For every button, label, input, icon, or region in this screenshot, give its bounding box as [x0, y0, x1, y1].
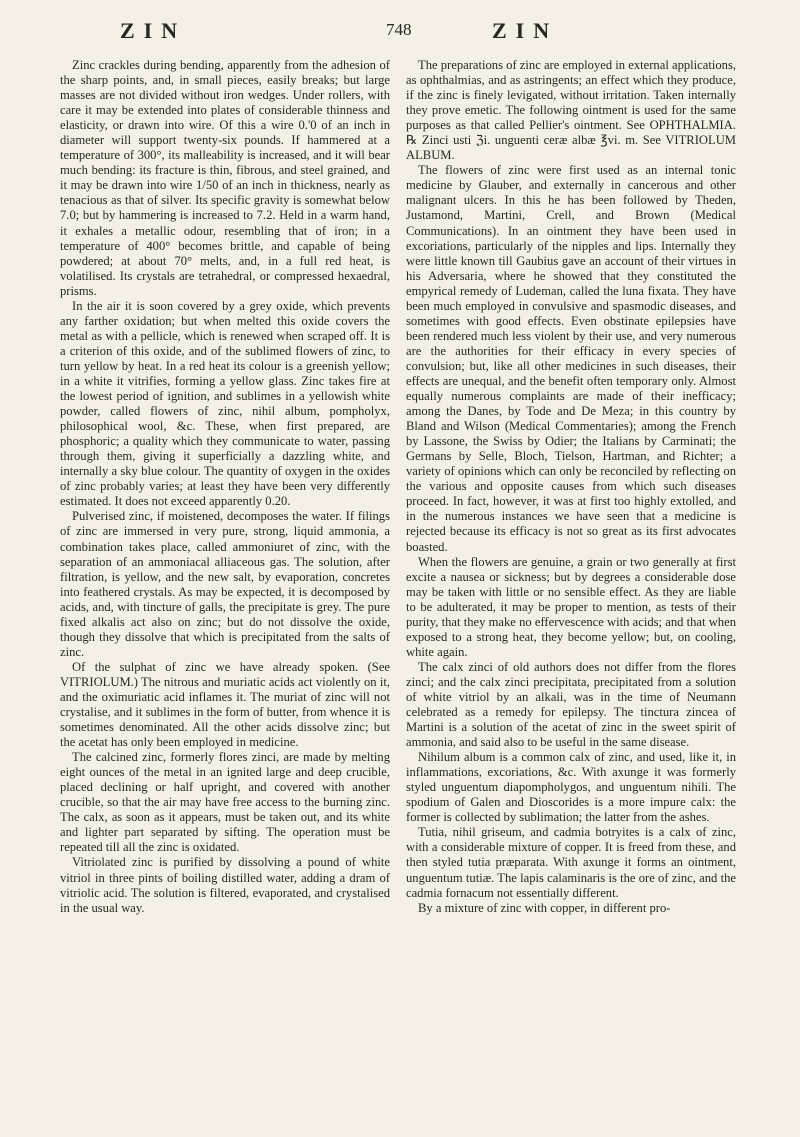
paragraph: Pulverised zinc, if moistened, decomposes the water. If filings of zinc are immersed in very pure, strong, liquid ammonia, a combination takes place, called ammoniuret of zinc, with the separation of an ammoniacal alliaceous gas. The solution, after filtration, is yellow, and the new salt, by evaporation, concretes into feathered crystals. As may be expected, it is decomposed by acids, and, with tincture of galls, the precipitate is grey. The pure fixed alkalis act also on zinc; but do not dissolve the oxide, though they dissolve that which is precipitated from the salts of zinc. [60, 509, 390, 659]
paragraph: Vitriolated zinc is purified by dissolving a pound of white vitriol in three pints of boiling distilled water, adding a dram of vitriolic acid. The solution is filtered, evaporated, and crystalised in the usual way. [60, 855, 390, 915]
running-header [60, 18, 750, 48]
paragraph: When the flowers are genuine, a grain or two generally at first excite a nausea or sickness; but by degrees a considerable dose may be taken with little or no sensible effect. As they are liable to be adulterated, it may be proper to mention, as tests of their purity, that they make no effervescence with acids; and that when exposed to a strong heat, they become yellow; but, on cooling, white again. [406, 554, 736, 659]
header-left-word: ZIN [120, 18, 187, 43]
paragraph: Tutia, nihil griseum, and cadmia botryites is a calx of zinc, with a considerable mixture of copper. It is freed from these, and then styled tutia præparata. With axunge it forms an ointment, unguentum tutiæ. The lapis calaminaris is the ore of zinc, and the cadmia fornacum not essentially different. [406, 825, 736, 900]
paragraph: Of the sulphat of zinc we have already spoken. (See VITRIOLUM.) The nitrous and muriatic acids act violently on it, and the oximuriatic acid inflames it. The muriat of zinc will not crystalise, and it sublimes in the form of butter, from whence it is sometimes denominated. All the other acids dissolve zinc; but the acetat has only been employed in medicine. [60, 659, 390, 750]
paragraph: The preparations of zinc are employed in external applications, as ophthalmias, and as astringents; an effect which they produce, if the zinc is finely levigated, without irritation. Taken internally they prove emetic. The following ointment is used for the same purposes as that called Pellier's ointment. See OPHTHALMIA. ℞ Zinci usti ℨi. unguenti ceræ albæ ℥vi. m. See VITRIOLUM ALBUM. [406, 58, 736, 163]
paragraph: By a mixture of zinc with copper, in different pro- [418, 900, 671, 915]
header-right-word: ZIN [492, 18, 559, 43]
right-column [406, 58, 736, 1120]
paragraph: Nihilum album is a common calx of zinc, and used, like it, in inflammations, excoriations, &c. With axunge it was formerly styled unguentum diapompholygos, and unguentum nihili. The spodium of Galen and Dioscorides is a more impure calx: the former is collected by sublimation; the latter from the ashes. [406, 750, 736, 825]
paragraph: Zinc crackles during bending, apparently from the adhesion of the sharp points, and, in small pieces, easily breaks; but large masses are not divided without iron wedges. Under rollers, with care it may be extended into plates of considerable thinness and elasticity, or drawn into wire. Of this a wire 0.'0 of an inch in diameter will support twenty-six pounds. If hammered at a temperature of 300°, its malleability is increased, and it will bear much bending: its fracture is thin, fibrous, and steel grained, and it may be drawn into wire 1/50 of an inch in thickness, nearly as tenacious as that of silver. Its specific gravity is somewhat below 7.0; but by hammering is increased to 7.2. Held in a warm hand, it exhales a metallic odour, resembling that of iron; in a temperature of 400° becomes brittle, and capable of being powdered; at about 70° melts, and, in a full red heat, is volatilised. Its crystals are tetrahedral, or compressed hexaedral, prisms. [60, 58, 390, 298]
page-number: 748 [386, 20, 412, 39]
left-column [60, 58, 390, 1120]
paragraph: The calcined zinc, formerly flores zinci, are made by melting eight ounces of the metal in an ignited large and deep crucible, placed declining or half upright, and covered with another crucible, so that the air may have free access to the burning zinc. The calx, as soon as it appears, must be taken out, and its white and lighter part separated by sifting. The operation must be repeated till all the zinc is oxidated. [60, 750, 390, 855]
paragraph: In the air it is soon covered by a grey oxide, which prevents any farther oxidation; but when melted this oxide covers the metal as with a pellicle, which is renewed when scraped off. It is a criterion of this oxide, and of the sublimed flowers of zinc, to turn yellow by heat. In a red heat its colour is a greenish yellow; in a white it vitrifies, forming a yellow glass. Zinc takes fire at the lowest period of ignition, and sublimes in a yellowish white powder, called flowers of zinc, nihil album, pompholyx, philosophical wool, &c. These, when first prepared, are phosphoric; a quality which they communicate to water, passing through them, giving it superficially a dazzling white, and internally a sky blue colour. The quantity of oxygen in the oxides of zinc probably varies; at least they have been very differently estimated. It does not exceed apparently 0.20. [60, 298, 390, 509]
paragraph: The calx zinci of old authors does not differ from the flores zinci; and the calx zinci precipitata, precipitated from a solution of white vitriol by an alkali, was in the time of Neumann celebrated as a remedy for epilepsy. The tinctura zincea of Martini is a solution of the acetat of zinc in the sweet spirit of ammonia, and said also to be useful in the same disease. [406, 659, 736, 750]
paragraph: The flowers of zinc were first used as an internal tonic medicine by Glauber, and externally in cancerous and other malignant ulcers. In this he has been followed by Theden, Justamond, Martini, Crell, and Brown (Medical Communications). In an ointment they have been used in excoriations, particularly of the nipples and lips. Internally they were little known till Gaubius gave an account of their virtues in his Adversaria, where he showed that they constituted the empyrical remedy of Ludeman, called the luna fixata. They have been much employed in convulsive and spasmodic diseases, and sometimes with good effects. Even obstinate epilepsies have been rendered much less violent by their use, and very numerous are the authorities for their efficacy in every species of convulsion; but, like all other medicines in such diseases, their effects are unequal, and the benefit often temporary only. Almost equally numerous complaints are made of their inefficacy; among the Danes, by Tode and De Meza; in this country by Bland and Wilson (Medical Commentaries); among the French by Lassone, the Swiss by Odier; the Italians by Carminati; the Germans by Selle, Bloch, Tielson, Hartman, and Richter; a variety of opinions which can only be reconciled by reflecting on the various and opposite causes from which such diseases proceed. In fact, however, it was at first too highly extolled, and in the numerous instances we have seen that a medicine is rejected because its efficacy is not so great as its first advocates boasted. [406, 163, 736, 554]
